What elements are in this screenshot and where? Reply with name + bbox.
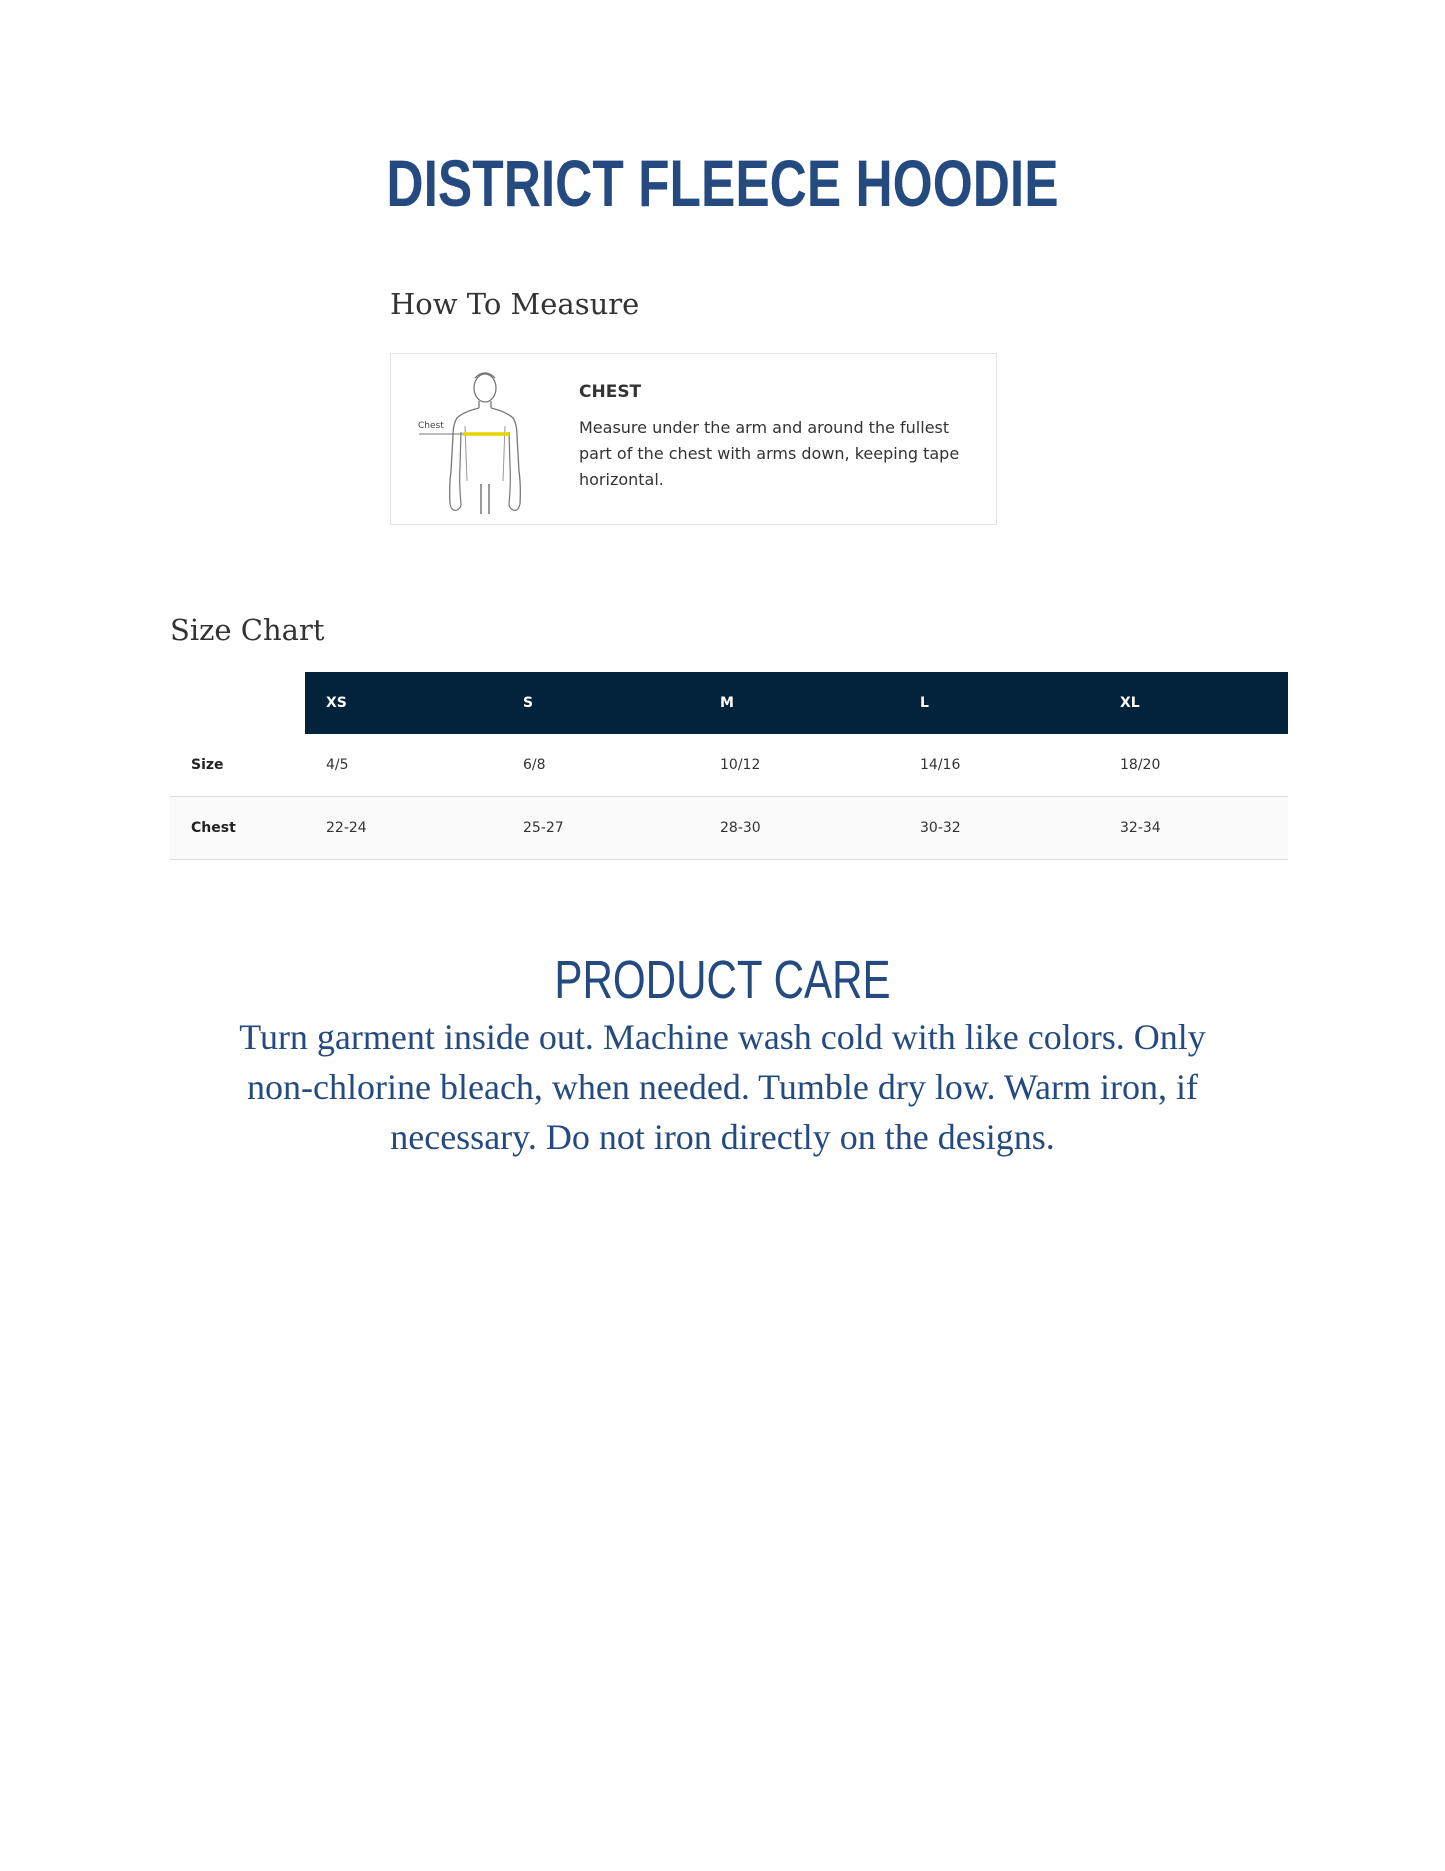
table-cell: 28-30 (720, 820, 761, 836)
how-to-measure-heading: How To Measure (390, 287, 640, 321)
row-label-chest: Chest (191, 820, 236, 836)
page-title: DISTRICT FLEECE HOODIE (386, 146, 1059, 220)
measure-card (390, 353, 997, 525)
table-cell: 6/8 (523, 757, 546, 773)
product-care-title: PRODUCT CARE (554, 950, 891, 1010)
size-chart-heading: Size Chart (170, 613, 325, 647)
table-cell: 10/12 (720, 757, 761, 773)
size-column-m: M (700, 672, 900, 734)
table-cell: 30-32 (920, 820, 961, 836)
size-column-l: L (900, 672, 1100, 734)
table-row (170, 734, 1288, 797)
table-row (170, 797, 1288, 860)
size-chart-header-row (170, 672, 1288, 734)
measure-description: Measure under the arm and around the fullest part of the chest with arms down, keeping tape horizontal. (579, 418, 960, 489)
measure-label: CHEST (579, 382, 642, 402)
table-cell: 32-34 (1120, 820, 1161, 836)
body-measure-figure-icon (413, 366, 543, 516)
table-cell: 25-27 (523, 820, 564, 836)
size-column-s: S (503, 672, 700, 734)
table-cell: 14/16 (920, 757, 961, 773)
product-care-text: Turn garment inside out. Machine wash cold with like colors. Only non-chlorine bleach, when needed. Tumble dry low. Warm iron, if necessary. Do not iron directly on the designs. (239, 1017, 1206, 1157)
size-column-xs: XS (305, 672, 503, 734)
size-column-xl: XL (1100, 672, 1288, 734)
size-chart-corner (170, 672, 305, 734)
row-label-size: Size (191, 757, 224, 773)
table-cell: 4/5 (326, 757, 349, 773)
table-cell: 22-24 (326, 820, 367, 836)
size-chart-table (170, 672, 1288, 860)
table-cell: 18/20 (1120, 757, 1161, 773)
figure-chest-label: Chest (418, 421, 444, 431)
